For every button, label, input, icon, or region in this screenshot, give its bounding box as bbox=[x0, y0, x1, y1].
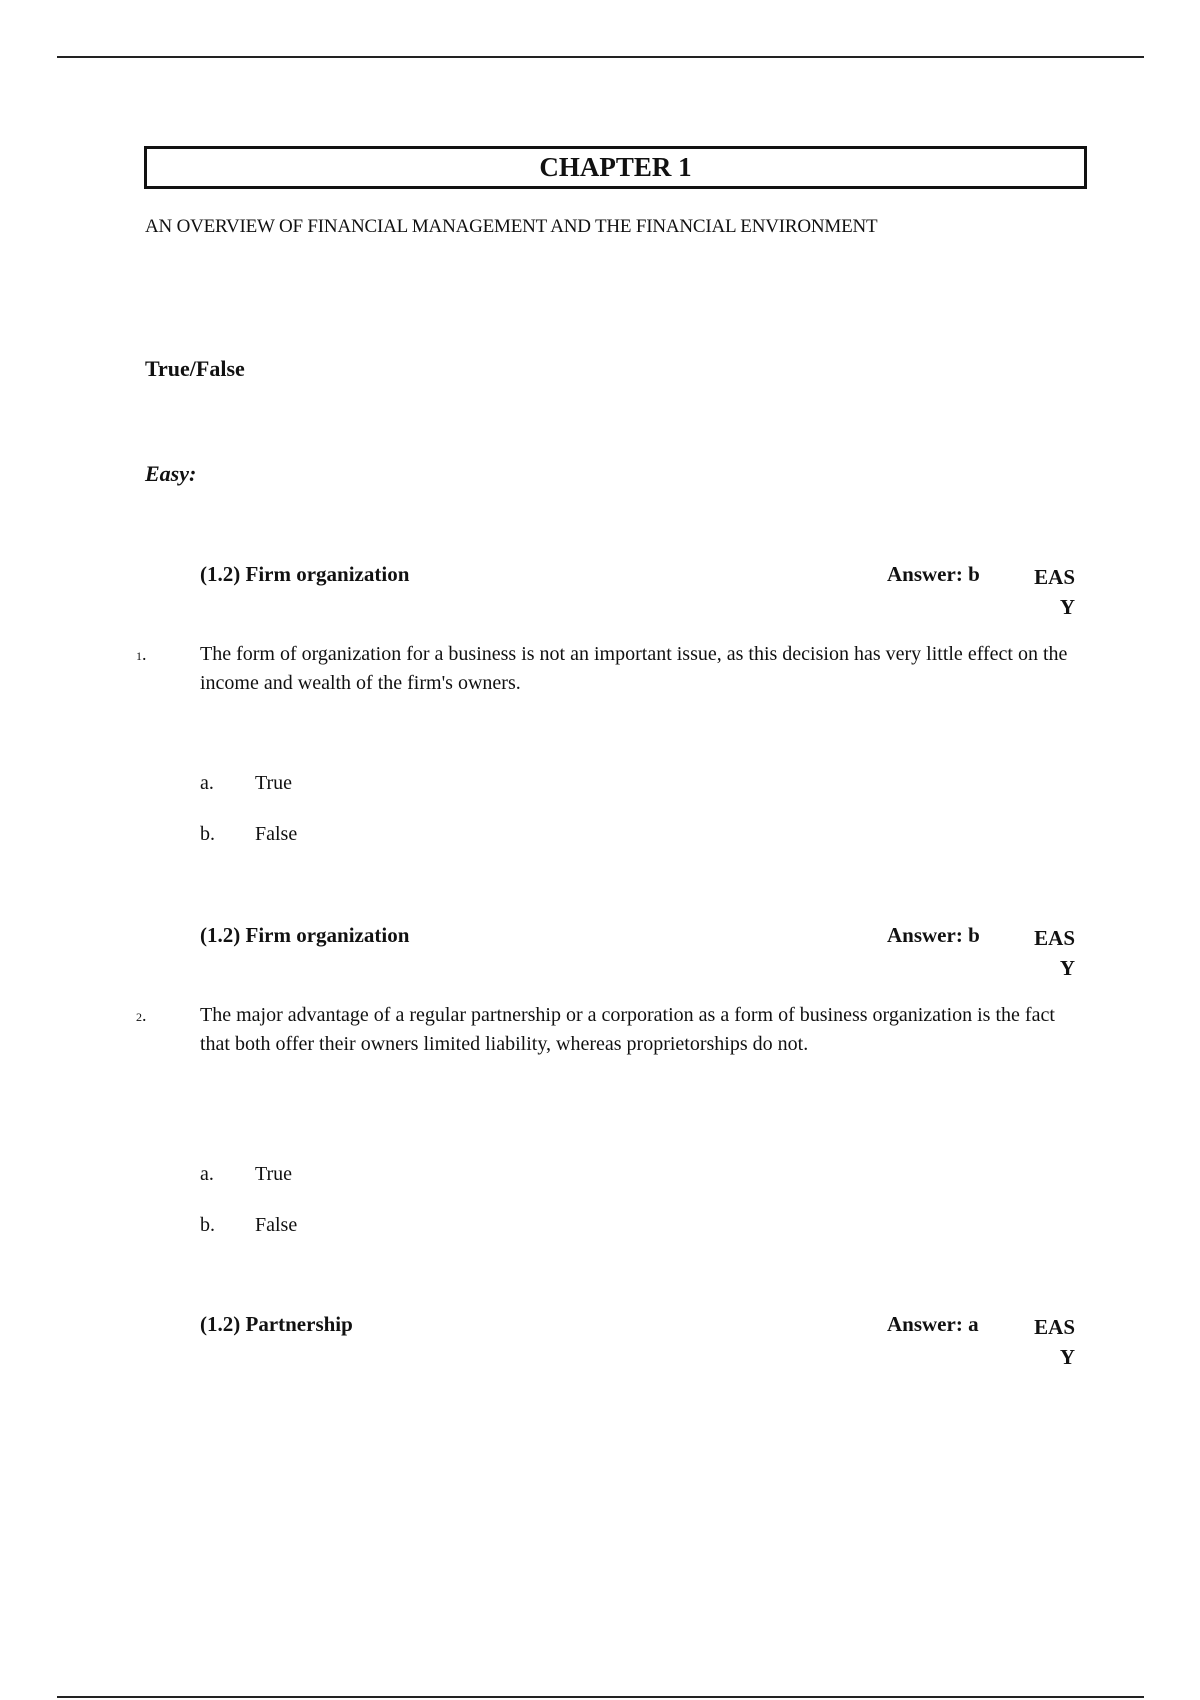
option-label: True bbox=[255, 1163, 293, 1185]
option-label: False bbox=[255, 1214, 298, 1236]
chapter-title-box bbox=[144, 146, 1087, 189]
question-answer: Answer: b bbox=[887, 562, 980, 586]
question-number: 2. bbox=[136, 1005, 147, 1025]
question-topic: (1.2) Firm organization bbox=[200, 562, 410, 586]
option-letter: b. bbox=[200, 1214, 215, 1236]
option-letter: a. bbox=[200, 1163, 214, 1185]
question-topic: (1.2) Firm organization bbox=[200, 923, 410, 947]
option-letter: b. bbox=[200, 823, 215, 845]
chapter-subtitle: AN OVERVIEW OF FINANCIAL MANAGEMENT AND THE FINANCIAL ENVIRONMENT bbox=[145, 216, 878, 237]
question-number: 1. bbox=[136, 644, 147, 664]
question-difficulty: EASY bbox=[1034, 1315, 1075, 1369]
question-difficulty: EASY bbox=[1034, 926, 1075, 980]
question-header bbox=[0, 562, 1200, 622]
answer-option bbox=[200, 1214, 297, 1237]
answer-option bbox=[200, 772, 292, 795]
question-answer: Answer: b bbox=[887, 923, 980, 947]
footer-rule bbox=[57, 1696, 1144, 1698]
header-rule bbox=[57, 56, 1144, 58]
answer-option bbox=[200, 1163, 292, 1186]
question-header bbox=[0, 1312, 1200, 1372]
question-text: The form of organization for a business is not an important issue, as this decision has very little effect on the income and wealth of the firm's owners. bbox=[200, 643, 1068, 694]
option-label: False bbox=[255, 823, 298, 845]
question-answer: Answer: a bbox=[887, 1312, 979, 1336]
section-heading: True/False bbox=[145, 356, 245, 381]
chapter-title: CHAPTER 1 bbox=[539, 152, 692, 182]
question-topic: (1.2) Partnership bbox=[200, 1312, 353, 1336]
option-letter: a. bbox=[200, 772, 214, 794]
question-difficulty: EASY bbox=[1034, 565, 1075, 619]
question-header bbox=[0, 923, 1200, 983]
question-text: The major advantage of a regular partnership or a corporation as a form of business organization is the fact that both offer their owners limited liability, whereas proprietorships do not. bbox=[200, 1004, 1055, 1055]
answer-option bbox=[200, 823, 297, 846]
difficulty-heading: Easy: bbox=[145, 461, 197, 486]
option-label: True bbox=[255, 772, 293, 794]
